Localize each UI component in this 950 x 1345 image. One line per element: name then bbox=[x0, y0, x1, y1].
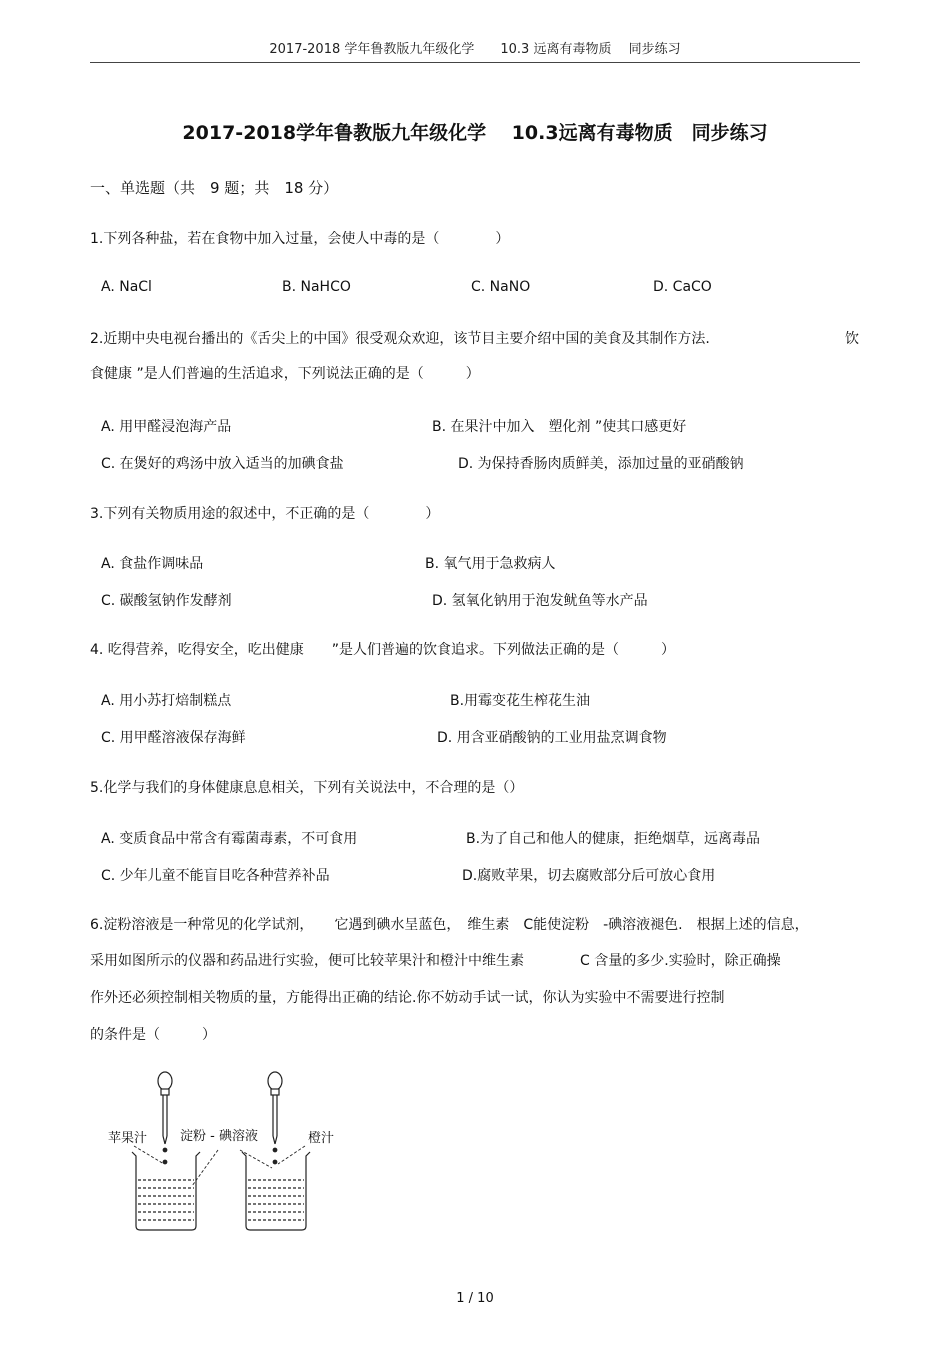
q1-option-a: A. NaCl bbox=[101, 279, 152, 295]
question-4-stem: 4. 吃得营养，吃得安全，吃出健康 ”是人们普遍的饮食追求。下列做法正确的是（ ） bbox=[90, 642, 676, 658]
page-number: 1 / 10 bbox=[456, 1291, 494, 1306]
question-2-stem-fragment: 饮 bbox=[845, 331, 859, 347]
q3-option-a: A. 食盐作调味品 bbox=[101, 556, 204, 572]
q2-option-b: B. 在果汁中加入 塑化剂 ”使其口感更好 bbox=[432, 419, 687, 435]
q1-option-b: B. NaHCO bbox=[282, 279, 351, 295]
running-header: 2017-2018 学年鲁教版九年级化学 10.3 远离有毒物质 同步练习 bbox=[269, 42, 681, 57]
question-1-stem: 1.下列各种盐，若在食物中加入过量，会使人中毒的是（ ） bbox=[90, 231, 510, 247]
experiment-figure bbox=[100, 1068, 360, 1238]
q2-option-a: A. 用甲醛浸泡海产品 bbox=[101, 419, 232, 435]
dropper-left-icon bbox=[158, 1072, 172, 1164]
q5-option-d: D.腐败苹果，切去腐败部分后可放心食用 bbox=[462, 868, 716, 884]
q2-option-d: D. 为保持香肠肉质鲜美，添加过量的亚硝酸钠 bbox=[458, 456, 744, 472]
q3-option-c: C. 碳酸氢钠作发酵剂 bbox=[101, 593, 232, 609]
question-2-stem-line-2: 食健康 ”是人们普遍的生活追求，下列说法正确的是（ ） bbox=[90, 366, 480, 382]
q5-option-b: B.为了自己和他人的健康，拒绝烟草，远离毒品 bbox=[466, 831, 761, 847]
q4-option-b: B.用霉变花生榨花生油 bbox=[450, 693, 591, 709]
question-2-stem-line-1: 2.近期中央电视台播出的《舌尖上的中国》很受观众欢迎，该节目主要介绍中国的美食及其制作方法. bbox=[90, 331, 710, 347]
q5-option-a: A. 变质食品中常含有霉菌毒素，不可食用 bbox=[101, 831, 358, 847]
q1-option-d: D. CaCO bbox=[653, 279, 712, 295]
q1-option-c: C. NaNO bbox=[471, 279, 531, 295]
label-starch-iodine: 淀粉 - 碘溶液 bbox=[180, 1129, 258, 1144]
question-6-stem-line-2: 采用如图所示的仪器和药品进行实验，便可比较苹果汁和橙汁中维生素 C 含量的多少.实验时，除正确操 bbox=[90, 953, 781, 969]
header-rule bbox=[90, 62, 860, 63]
label-orange-juice: 橙汁 bbox=[308, 1131, 335, 1146]
q2-option-c: C. 在煲好的鸡汤中放入适当的加碘食盐 bbox=[101, 456, 344, 472]
question-3-stem: 3.下列有关物质用途的叙述中，不正确的是（ ） bbox=[90, 506, 440, 522]
q5-option-c: C. 少年儿童不能盲目吃各种营养补品 bbox=[101, 868, 330, 884]
question-6-stem-line-4: 的条件是（ ） bbox=[90, 1027, 216, 1043]
page-title: 2017-2018学年鲁教版九年级化学 10.3远离有毒物质 同步练习 bbox=[182, 122, 768, 144]
q3-option-b: B. 氧气用于急救病人 bbox=[425, 556, 556, 572]
question-6-stem-line-1: 6.淀粉溶液是一种常见的化学试剂， 它遇到碘水呈蓝色， 维生素 C能使淀粉 -碘溶液褪色. 根据上述的信息， bbox=[90, 917, 809, 933]
dropper-right-icon bbox=[268, 1072, 282, 1164]
label-apple-juice: 苹果汁 bbox=[108, 1131, 148, 1146]
question-6-stem-line-3: 作外还必须控制相关物质的量，方能得出正确的结论.你不妨动手试一试，你认为实验中不需要进行控制 bbox=[90, 990, 725, 1006]
section-heading: 一、单选题（共 9 题；共 18 分） bbox=[90, 179, 339, 197]
q4-option-c: C. 用甲醛溶液保存海鲜 bbox=[101, 730, 246, 746]
q4-option-a: A. 用小苏打焙制糕点 bbox=[101, 693, 232, 709]
q4-option-d: D. 用含亚硝酸钠的工业用盐烹调食物 bbox=[437, 730, 667, 746]
q3-option-d: D. 氢氧化钠用于泡发鱿鱼等水产品 bbox=[432, 593, 648, 609]
question-5-stem: 5.化学与我们的身体健康息息相关，下列有关说法中，不合理的是（） bbox=[90, 780, 524, 796]
